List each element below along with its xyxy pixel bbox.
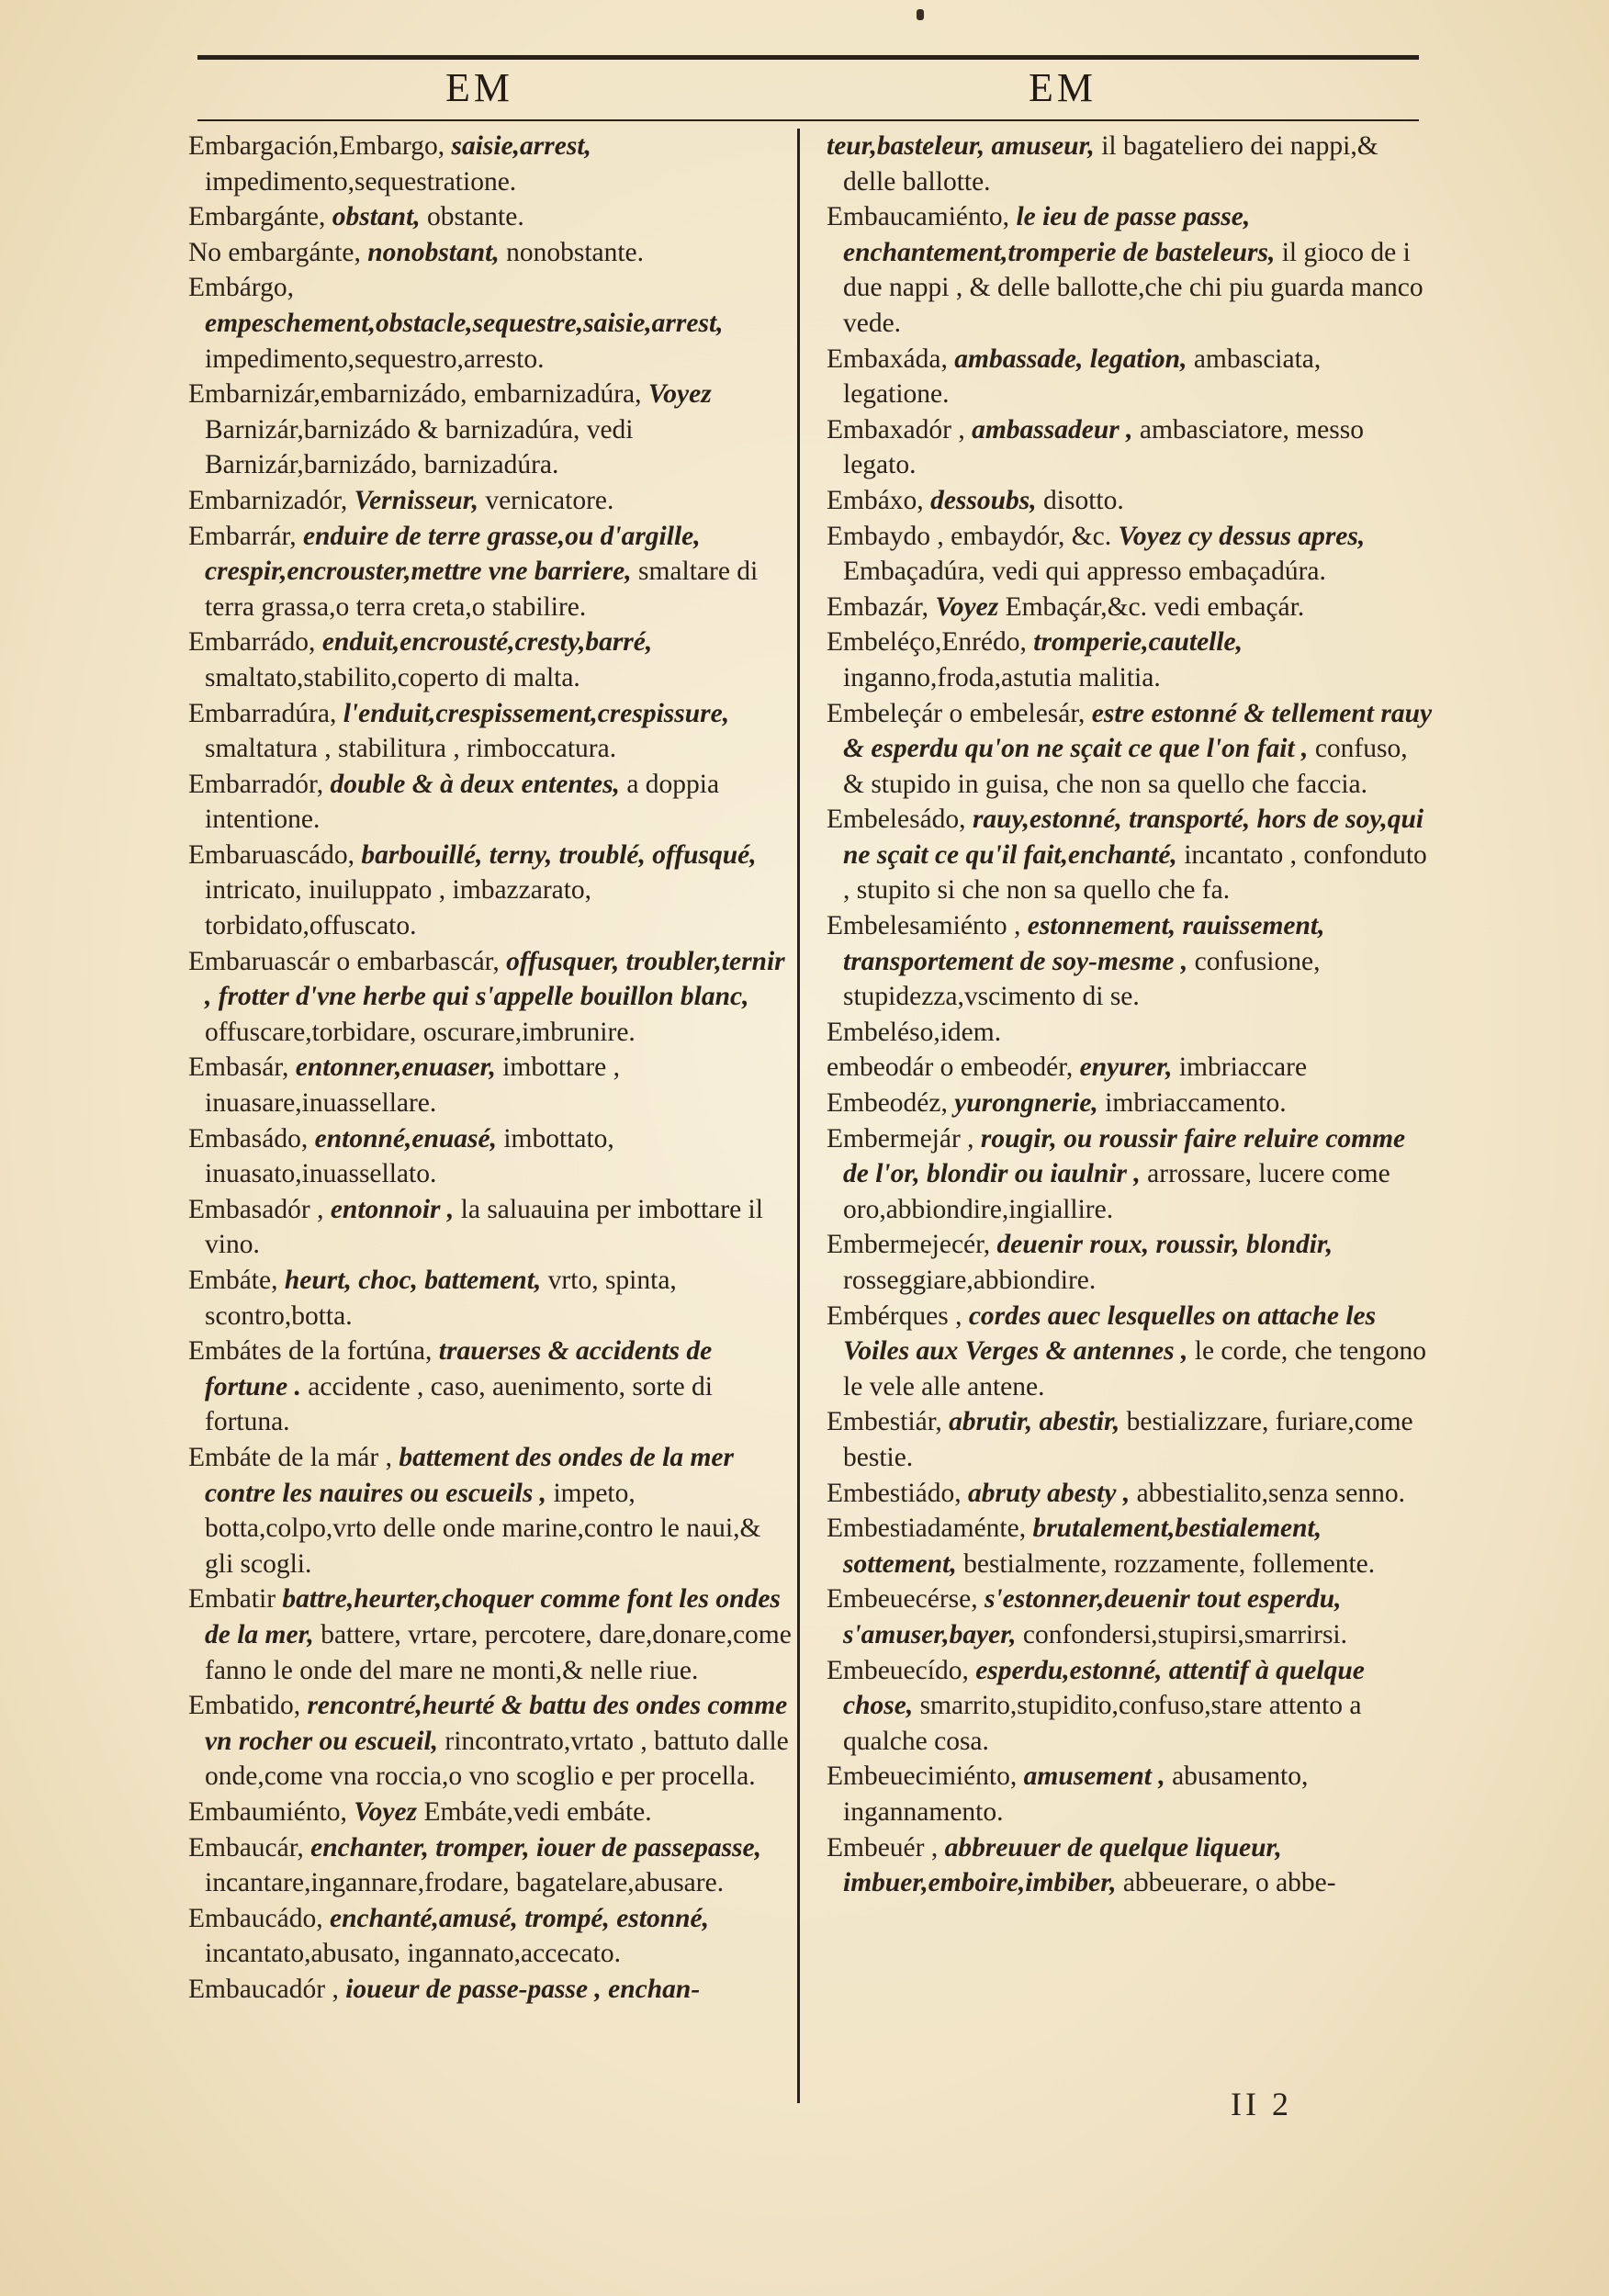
- entry-french: estonnement, rauissement, transportement de soy-mesme ,: [843, 911, 1325, 976]
- entry-italian: arrossare, lucere come oro,abbiondire,ingiallire.: [843, 1159, 1390, 1224]
- dictionary-entry: [188, 1050, 794, 1120]
- entry-french: entonnoir ,: [330, 1194, 455, 1224]
- entry-french: rougir, ou roussir faire reluire comme de l'or, blondir ou iaulnir ,: [843, 1123, 1406, 1189]
- entry-french: abrutir, abestir,: [949, 1407, 1120, 1437]
- dictionary-entry: [827, 1299, 1433, 1405]
- entry-headword: Embaucádo,: [188, 1903, 323, 1933]
- dictionary-entry: [188, 377, 794, 483]
- entry-headword: Embárgo,: [188, 273, 294, 303]
- entry-headword: Embestiár,: [827, 1407, 942, 1437]
- entry-french: deuenir roux, roussir, blondir,: [996, 1230, 1333, 1260]
- dictionary-entry: [188, 1263, 794, 1334]
- entry-french: double & à deux ententes,: [330, 769, 620, 799]
- entry-french: battre,heurter,choquer comme font les ondes de la mer,: [205, 1584, 781, 1649]
- entry-italian: ambasciata, legatione.: [843, 343, 1322, 410]
- dictionary-entry: [827, 1015, 1433, 1051]
- entry-french: saisie,arrest,: [451, 131, 591, 161]
- entry-italian: confondersi,stupirsi,smarrirsi.: [1022, 1619, 1347, 1649]
- entry-italian: imbottato, inuasato,inuassellato.: [205, 1123, 614, 1189]
- dictionary-entry: [827, 1086, 1433, 1121]
- entry-headword: Embatido,: [188, 1691, 301, 1721]
- dictionary-entry: [827, 1476, 1433, 1512]
- entry-italian: ambasciatore, messo legato.: [843, 414, 1364, 480]
- entry-headword: Embestiadaménte,: [827, 1514, 1027, 1544]
- dictionary-entry: [827, 1404, 1433, 1475]
- entry-italian: confuso, & stupido in guisa, che non sa quello che faccia.: [843, 734, 1408, 799]
- entry-headword: Embeuecído,: [827, 1655, 969, 1685]
- entry-italian: impedimento,sequestratione.: [205, 166, 517, 197]
- entry-italian: Embáte,vedi embáte.: [423, 1796, 652, 1827]
- entry-italian: Embaçadúra, vedi qui appresso embaçadúra.: [843, 557, 1326, 587]
- entry-french: cordes auec lesquelles on attache les Voiles aux Verges & antennes ,: [843, 1300, 1377, 1367]
- entry-italian: inganno,froda,astutia malitia.: [843, 662, 1161, 692]
- entry-headword: Embeléço,Enrédo,: [827, 627, 1027, 658]
- entry-headword: Embargación,Embargo,: [188, 131, 445, 161]
- dictionary-entry: [827, 129, 1433, 199]
- entry-headword: Embarnizadór,: [188, 485, 348, 515]
- dictionary-entry: [188, 1440, 794, 1581]
- entry-headword: Embeleçár o embelesár,: [827, 698, 1086, 728]
- entry-french: Vernisseur,: [354, 485, 478, 515]
- dictionary-entry: [827, 1830, 1433, 1901]
- dictionary-entry: [188, 1581, 794, 1688]
- dictionary-entry: [827, 1227, 1433, 1298]
- entry-italian: abusamento, ingannamento.: [843, 1761, 1309, 1827]
- entry-headword: Embeuecimiénto,: [827, 1761, 1018, 1792]
- dictionary-entry: [827, 590, 1433, 625]
- entry-italian: Barnizár,barnizádo & barnizadúra, vedi Barnizár,barnizádo, barnizadúra.: [205, 414, 634, 480]
- dictionary-entry: [827, 519, 1433, 590]
- entry-headword: Embáte de la már ,: [188, 1442, 392, 1472]
- entry-french: heurt, choc, battement,: [284, 1266, 542, 1295]
- entry-french: enduit,encrousté,cresty,barré,: [321, 627, 653, 658]
- entry-headword: Embarradúra,: [188, 698, 337, 728]
- entry-headword: Embargánte,: [188, 202, 326, 232]
- entry-french: enchanter, tromper, iouer de passepasse,: [310, 1832, 762, 1863]
- entry-italian: incantare,ingannare,frodare, bagatelare,abusare.: [205, 1868, 725, 1898]
- entry-french: Voyez: [935, 591, 999, 622]
- dictionary-entry: [188, 270, 794, 377]
- entry-french: rencontré,heurté & battu des ondes comme vn rocher ou escueil,: [205, 1691, 788, 1756]
- dictionary-entry: [188, 235, 794, 271]
- running-head-right: EM: [1029, 65, 1097, 110]
- entry-italian: abbeuerare, o abbe-: [1122, 1868, 1336, 1898]
- left-column: [188, 129, 794, 2007]
- entry-headword: Embaruascár o embarbascár,: [188, 946, 500, 976]
- dictionary-entry: [188, 1192, 794, 1263]
- entry-headword: Embeuecérse,: [827, 1584, 978, 1615]
- entry-italian: smaltare di terra grassa,o terra creta,o stabilire.: [205, 557, 759, 622]
- entry-headword: Embazár,: [827, 591, 929, 622]
- dictionary-entry: [827, 1581, 1433, 1652]
- entry-headword: Embarnizár,embarnizádo, embarnizadúra,: [188, 379, 642, 410]
- entry-italian: smaltato,stabilito,coperto di malta.: [205, 662, 580, 692]
- entry-italian: offuscare,torbidare, oscurare,imbrunire.: [205, 1017, 636, 1047]
- entry-headword: Embatir: [188, 1584, 276, 1615]
- dictionary-entry: [827, 802, 1433, 908]
- entry-french: enduire de terre grasse,ou d'argille, crespir,encrouster,mettre vne barriere,: [205, 521, 701, 587]
- entry-italian: impedimento,sequestro,arresto.: [205, 343, 545, 374]
- dictionary-entry: [188, 1121, 794, 1192]
- entry-french: ambassadeur ,: [972, 414, 1133, 445]
- entry-headword: Embeodéz,: [827, 1088, 948, 1119]
- entry-italian: rosseggiare,abbiondire.: [843, 1266, 1097, 1295]
- entry-french: le ieu de passe passe, enchantement,tromperie de basteleurs,: [843, 202, 1276, 267]
- entry-headword: Embaucár,: [188, 1832, 304, 1863]
- entry-italian: intricato, inuiluppato , imbazzarato, torbidato,offuscato.: [205, 875, 592, 941]
- entry-french: esperdu,estonné, attentif à quelque chose,: [843, 1655, 1365, 1721]
- entry-italian: bestializzare, furiare,come bestie.: [843, 1407, 1413, 1472]
- entry-french: enchanté,amusé, trompé, estonné,: [330, 1903, 710, 1933]
- dictionary-entry: [827, 199, 1433, 341]
- dictionary-entry: [827, 696, 1433, 803]
- dictionary-entry: [827, 1121, 1433, 1228]
- entry-french: obstant,: [332, 202, 421, 232]
- dictionary-entry: [188, 767, 794, 838]
- entry-italian: il bagateliero dei nappi,& delle ballotte.: [843, 131, 1378, 197]
- entry-french: yurongnerie,: [954, 1088, 1098, 1119]
- entry-italian: smaltatura , stabilitura , rimboccatura.: [205, 734, 617, 764]
- entry-headword: Embarradór,: [188, 769, 324, 799]
- entry-headword: Embátes de la fortúna,: [188, 1336, 433, 1367]
- dictionary-entry: [188, 1830, 794, 1901]
- entry-french: entonner,enuaser,: [295, 1052, 496, 1083]
- dictionary-entry: [827, 1653, 1433, 1760]
- dictionary-entry: [188, 1334, 794, 1440]
- entry-headword: Embáte,: [188, 1266, 278, 1295]
- entry-headword: Embaumiénto,: [188, 1796, 347, 1827]
- entry-french: teur,basteleur, amuseur,: [827, 131, 1095, 161]
- entry-headword: Embarrár,: [188, 521, 297, 551]
- dictionary-entry: [188, 838, 794, 944]
- entry-italian: impeto, botta,colpo,vrto delle onde marine,contro le naui,& gli scogli.: [205, 1478, 761, 1579]
- entry-headword: Embermejár ,: [827, 1123, 974, 1154]
- entry-italian: imbottare , inuasare,inuassellare.: [205, 1052, 620, 1119]
- entry-headword: Embeléso,idem.: [827, 1017, 1002, 1047]
- entry-italian: Embaçár,&c. vedi embaçár.: [1005, 591, 1305, 622]
- dictionary-entry: [188, 1688, 794, 1795]
- ink-speck: [917, 9, 924, 20]
- dictionary-entry: [827, 1050, 1433, 1086]
- entry-italian: battere, vrtare, percotere, dare,donare,come fanno le onde del mare ne monti,& nelle riue.: [205, 1619, 792, 1685]
- entry-italian: imbriaccamento.: [1105, 1088, 1287, 1119]
- dictionary-entry: [827, 1759, 1433, 1829]
- entry-french: brutalement,bestialement, sottement,: [843, 1514, 1322, 1579]
- entry-french: ambassade, legation,: [954, 343, 1187, 374]
- entry-italian: vrto, spinta, scontro,botta.: [205, 1266, 677, 1331]
- entry-headword: Embelesamiénto ,: [827, 911, 1021, 941]
- entry-french: l'enduit,crespissement,crespissure,: [343, 698, 730, 728]
- entry-italian: vernicatore.: [485, 485, 614, 515]
- entry-headword: No embargánte,: [188, 237, 361, 267]
- dictionary-entry: [827, 412, 1433, 483]
- entry-headword: Embarrádo,: [188, 627, 316, 658]
- entry-french: barbouillé, terny, troublé, offusqué,: [361, 839, 757, 870]
- dictionary-entry: [827, 483, 1433, 519]
- dictionary-entry: [827, 1511, 1433, 1581]
- entry-headword: embeodár o embeodér,: [827, 1052, 1074, 1083]
- entry-headword: Embermejecér,: [827, 1230, 991, 1260]
- entry-french: rauy,estonné, transporté, hors de soy,qui ne sçait ce qu'il fait,enchanté,: [843, 805, 1424, 870]
- entry-headword: Embaucamiénto,: [827, 202, 1010, 232]
- dictionary-entry: [188, 129, 794, 199]
- dictionary-entry: [188, 696, 794, 767]
- entry-italian: le corde, che tengono le vele alle antene.: [843, 1336, 1427, 1401]
- entry-italian: la saluauina per imbottare il vino.: [205, 1194, 763, 1260]
- dictionary-entry: [827, 908, 1433, 1015]
- entry-italian: smarrito,stupidito,confuso,stare attento a qualche cosa.: [843, 1691, 1362, 1756]
- entry-italian: rincontrato,vrtato , battuto dalle onde,come vna roccia,o vno scoglio e per procella.: [205, 1726, 789, 1792]
- entry-headword: Embelesádo,: [827, 805, 966, 835]
- entry-headword: Embeuér ,: [827, 1832, 939, 1863]
- dictionary-entry: [188, 1901, 794, 1972]
- column-divider: [797, 129, 800, 2103]
- entry-headword: Embestiádo,: [827, 1478, 962, 1508]
- entry-french: Voyez: [647, 379, 712, 410]
- dictionary-entry: [827, 342, 1433, 412]
- entry-french: empeschement,obstacle,sequestre,saisie,arrest,: [205, 308, 724, 338]
- dictionary-entry: [188, 1972, 794, 2008]
- entry-french: abbreuuer de quelque liqueur, imbuer,emboire,imbiber,: [843, 1832, 1282, 1898]
- entry-french: Voyez cy dessus apres,: [1118, 521, 1366, 551]
- entry-french: offusquer, troubler,ternir , frotter d'vne herbe qui s'appelle bouillon blanc,: [205, 946, 785, 1012]
- entry-headword: Embaucadór ,: [188, 1974, 339, 2004]
- entry-french: battement des ondes de la mer contre les nauires ou escueils ,: [205, 1442, 734, 1508]
- dictionary-entry: [827, 625, 1433, 695]
- entry-headword: Embaydo , embaydór, &c.: [827, 521, 1112, 551]
- entry-french: s'estonner,deuenir tout esperdu, s'amuser,bayer,: [843, 1584, 1342, 1649]
- entry-french: enyurer,: [1079, 1052, 1173, 1083]
- entry-italian: obstante.: [427, 202, 524, 232]
- entry-italian: incantato,abusato, ingannato,accecato.: [205, 1939, 621, 1969]
- dictionary-entry: [188, 519, 794, 625]
- entry-french: ioueur de passe-passe , enchan-: [345, 1974, 701, 2004]
- entry-french: abruty abesty ,: [968, 1478, 1131, 1508]
- entry-headword: Embaxadór ,: [827, 414, 965, 445]
- entry-french: amusement ,: [1023, 1761, 1165, 1792]
- right-column: [827, 129, 1433, 1901]
- entry-headword: Embasadór ,: [188, 1194, 324, 1224]
- dictionary-entry: [188, 199, 794, 235]
- entry-french: entonné,enuasé,: [314, 1123, 497, 1154]
- entry-italian: disotto.: [1043, 485, 1124, 515]
- entry-headword: Embáxo,: [827, 485, 924, 515]
- entry-italian: bestialmente, rozzamente, follemente.: [963, 1548, 1376, 1579]
- entry-headword: Embaruascádo,: [188, 839, 355, 870]
- entry-headword: Embasádo,: [188, 1123, 309, 1154]
- entry-french: dessoubs,: [930, 485, 1037, 515]
- entry-italian: accidente , caso, auenimento, sorte di fortuna.: [205, 1371, 713, 1437]
- entry-french: estre estonné & tellement rauy & esperdu qu'on ne sçait ce que l'on fait ,: [843, 698, 1433, 764]
- dictionary-entry: [188, 1795, 794, 1830]
- entry-french: trauerses & accidents de fortune .: [205, 1336, 713, 1401]
- entry-italian: imbriaccare: [1178, 1052, 1308, 1083]
- signature-mark: II 2: [1231, 2086, 1292, 2122]
- entry-italian: il gioco de i due nappi , & delle ballotte,che chi piu guarda manco vede.: [843, 237, 1423, 338]
- entry-french: nonobstant,: [367, 237, 500, 267]
- entry-italian: abbestialito,senza senno.: [1136, 1478, 1406, 1508]
- entry-italian: confusione, stupidezza,vscimento di se.: [843, 946, 1321, 1012]
- header-rule-thin: [197, 119, 1419, 121]
- entry-headword: Embasár,: [188, 1052, 289, 1083]
- dictionary-entry: [188, 625, 794, 695]
- entry-italian: nonobstante.: [506, 237, 645, 267]
- running-head-left: EM: [445, 65, 513, 110]
- dictionary-entry: [188, 944, 794, 1051]
- entry-french: tromperie,cautelle,: [1033, 627, 1243, 658]
- entry-italian: incantato , confonduto , stupito si che non sa quello che fa.: [843, 839, 1427, 906]
- entry-italian: a doppia intentione.: [205, 769, 720, 835]
- entry-headword: Embérques ,: [827, 1300, 962, 1331]
- dictionary-entry: [188, 483, 794, 519]
- header-rule: [197, 55, 1419, 60]
- entry-french: Voyez: [354, 1796, 418, 1827]
- entry-headword: Embaxáda,: [827, 343, 948, 374]
